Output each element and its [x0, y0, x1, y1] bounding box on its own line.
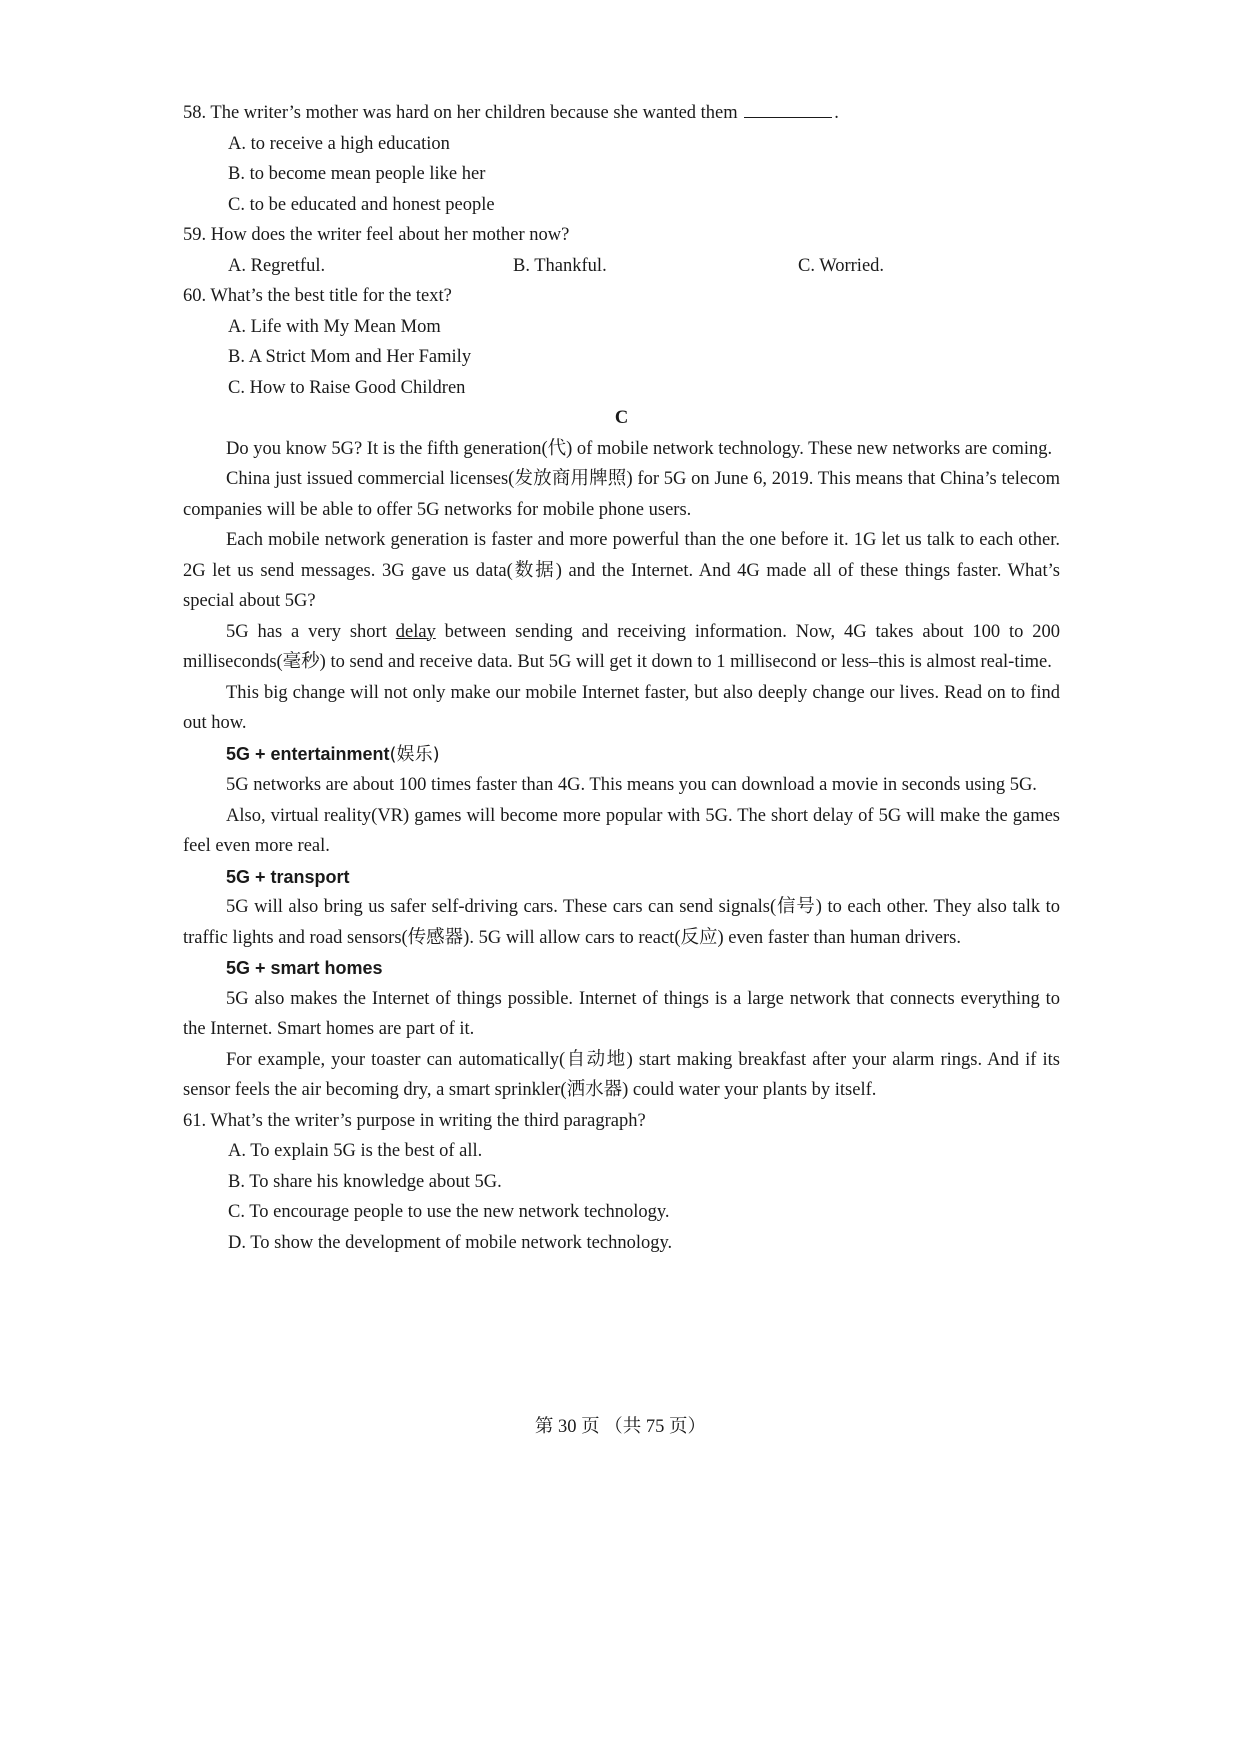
passage-paragraph-7: Also, virtual reality(VR) games will become more popular with 5G. The short delay of 5G will make the games feel even more real.: [183, 805, 1060, 856]
question-58-option-a: A. to receive a high education: [228, 133, 450, 154]
question-61-stem: 61. What’s the writer’s purpose in writing the third paragraph?: [183, 1110, 646, 1131]
subheading-transport: 5G + transport: [226, 866, 350, 887]
question-58-stem: 58. The writer’s mother was hard on her children because she wanted them: [183, 103, 743, 123]
question-61-option-c: C. To encourage people to use the new network technology.: [228, 1202, 670, 1222]
passage-paragraph-1: Do you know 5G? It is the fifth generation(代) of mobile network technology. These new networks are coming.: [226, 438, 1053, 459]
question-61-option-a: A. To explain 5G is the best of all.: [228, 1141, 483, 1161]
question-59-stem: 59. How does the writer feel about her mother now?: [183, 225, 570, 245]
question-59-option-c: C. Worried.: [798, 255, 885, 276]
subheading-smart-homes: 5G + smart homes: [226, 958, 383, 978]
question-59-option-b: B. Thankful.: [513, 255, 607, 276]
subheading-entertainment: [183, 739, 1060, 771]
passage-paragraph-3: Each mobile network generation is faster and more powerful than the one before it. 1G let us talk to each other. 2G let us send messages. 3G gave us data(数据) and the Internet. And 4G made all of these things faster. What’s special about 5G?: [183, 530, 1060, 611]
passage-paragraph-6: 5G networks are about 100 times faster than 4G. This means you can download a movie in seconds using 5G.: [226, 775, 1037, 795]
question-59-options: [183, 251, 1060, 282]
paragraph-4-text-end: between sending and receiving information. Now, 4G takes about 100 to 200 milliseconds(毫秒) to send and receive data. But 5G will get it down to 1 millisecond or less–this is almost real-time.: [183, 621, 1060, 672]
exam-page: [183, 98, 1060, 1258]
underlined-word-delay: delay: [395, 621, 436, 642]
question-61-option-d: D. To show the development of mobile network technology.: [228, 1232, 673, 1253]
question-60-stem: 60. What’s the best title for the text?: [183, 286, 452, 306]
question-58-option-b: B. to become mean people like her: [228, 164, 486, 184]
question-58: [183, 98, 1060, 129]
page-number-footer: 第 30 页 （共 75 页）: [534, 1417, 707, 1437]
passage-paragraph-4: [183, 617, 1060, 678]
question-61-option-b: B. To share his knowledge about 5G.: [228, 1171, 502, 1192]
question-59-option-a: A. Regretful.: [228, 255, 326, 276]
passage-paragraph-10: For example, your toaster can automatically(自动地) start making breakfast after your alarm rings. And if its sensor feels the air becoming dry, a smart sprinkler(洒水器) could water your plants by itself.: [183, 1049, 1060, 1100]
passage-paragraph-8: 5G will also bring us safer self-driving cars. These cars can send signals(信号) to each other. They also talk to traffic lights and road sensors(传感器). 5G will allow cars to react(反应) even faster than human drivers.: [183, 897, 1060, 948]
question-60-option-b: B. A Strict Mom and Her Family: [228, 347, 472, 367]
section-letter: C: [614, 408, 629, 428]
passage-paragraph-9: 5G also makes the Internet of things possible. Internet of things is a large network that connects everything to the Internet. Smart homes are part of it.: [183, 988, 1060, 1039]
passage-paragraph-2: China just issued commercial licenses(发放商用牌照) for 5G on June 6, 2019. This means that China’s telecom companies will be able to offer 5G networks for mobile phone users.: [183, 469, 1060, 520]
answer-blank: [744, 101, 832, 118]
question-60-option-a: A. Life with My Mean Mom: [228, 316, 441, 337]
subheading-entertainment-text: 5G + entertainment: [226, 743, 390, 764]
passage-paragraph-5: This big change will not only make our mobile Internet faster, but also deeply change our lives. Read on to find out how.: [183, 682, 1060, 733]
question-60-option-c: C. How to Raise Good Children: [228, 377, 466, 398]
question-58-option-c: C. to be educated and honest people: [228, 194, 495, 215]
paragraph-4-text-start: 5G has a very short: [226, 621, 396, 642]
subheading-entertainment-gloss: (娱乐): [389, 743, 440, 765]
question-58-stem-end: .: [834, 103, 839, 123]
